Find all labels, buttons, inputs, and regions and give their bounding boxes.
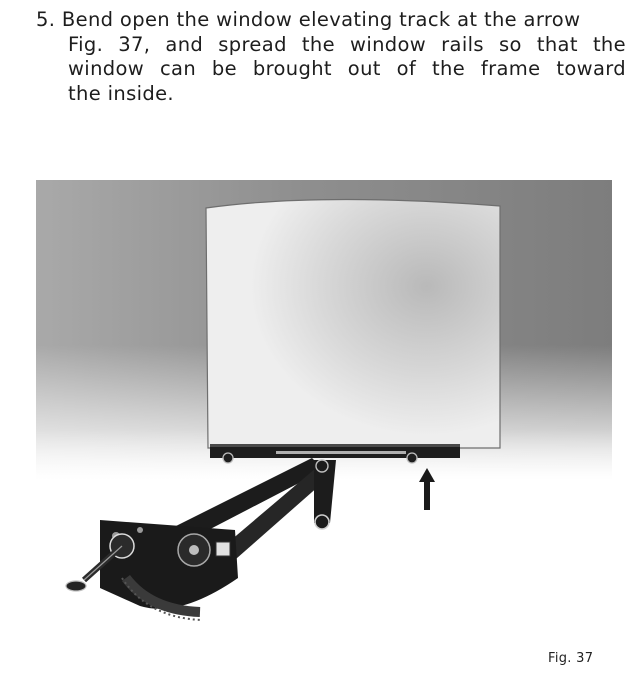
- instruction-line-2: Fig. 37, and spread the window rails so that the: [68, 32, 626, 56]
- step-number: 5.: [36, 8, 56, 31]
- window-glass: [206, 199, 500, 448]
- instruction-line-1: [36, 8, 626, 33]
- instruction-line-4: the inside.: [68, 81, 174, 105]
- figure-37-photo: [30, 178, 620, 628]
- instruction-text-1: Bend open the window elevating track at the arrow: [61, 8, 581, 31]
- instruction-line-3: window can be brought out of the frame toward: [68, 57, 626, 80]
- window-regulator-illustration: [30, 178, 620, 628]
- figure-caption: Fig. 37: [548, 651, 594, 666]
- instruction-step: [36, 8, 626, 106]
